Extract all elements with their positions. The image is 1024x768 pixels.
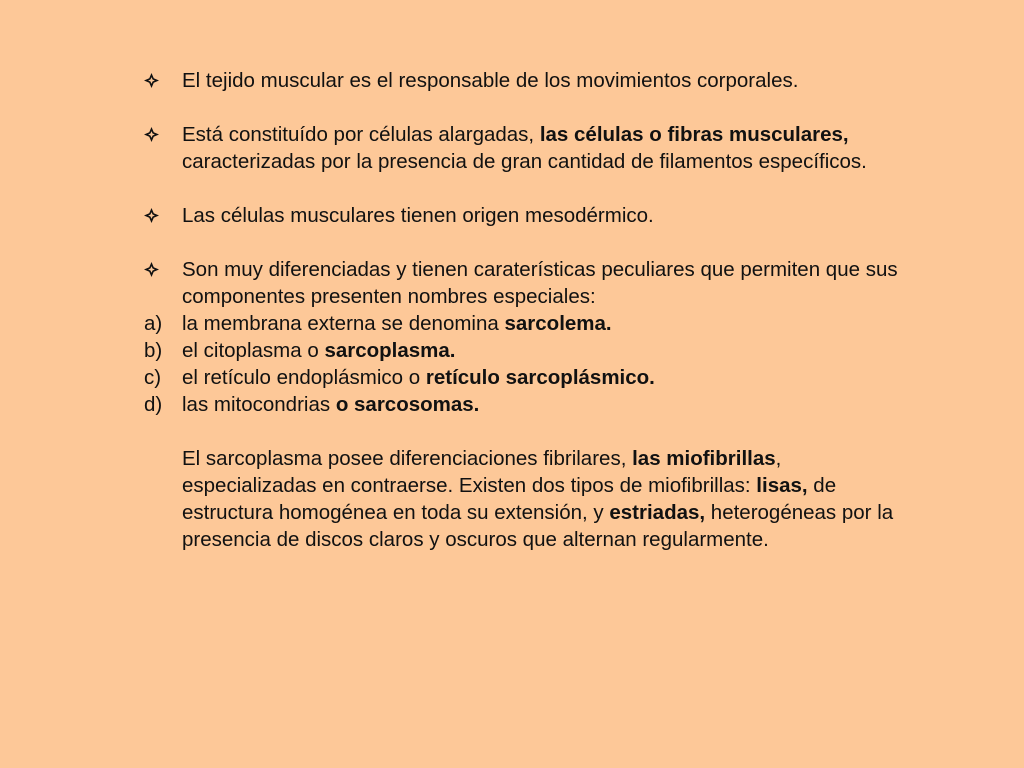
list-c-text: el retículo endoplásmico o: [182, 366, 426, 389]
spacer: [144, 418, 904, 445]
spacer: [144, 94, 904, 121]
bullet-2-text-a: Está constituído por células alargadas,: [182, 123, 540, 146]
list-marker: d): [144, 393, 163, 416]
list-b-bold-term: sarcoplasma.: [324, 339, 456, 362]
closing-bold-miofibrillas: las miofibrillas: [632, 447, 776, 470]
list-d-text: las mitocondrias: [182, 393, 336, 416]
diamond-bullet-icon: [144, 127, 159, 142]
text-body: [144, 67, 904, 553]
list-c-bold-term: retículo sarcoplásmico.: [425, 366, 655, 389]
list-a-text: la membrana externa se denomina: [182, 312, 505, 335]
list-marker: a): [144, 312, 163, 335]
list-item-a: [144, 310, 904, 337]
list-a-bold-term: sarcolema.: [504, 312, 612, 335]
diamond-bullet-icon: [144, 262, 159, 277]
closing-paragraph: [144, 445, 904, 553]
closing-text-a: El sarcoplasma posee diferenciaciones fibrilares,: [182, 447, 633, 470]
spacer: [144, 175, 904, 202]
bullet-2-text-b: caracterizadas por la presencia de gran cantidad de filamentos específicos.: [182, 150, 867, 173]
closing-text-b: , especializadas en contraerse. Existen dos tipos de miofibrillas:: [182, 447, 782, 497]
list-item-d: [144, 391, 904, 418]
bullet-item-1: [144, 67, 904, 94]
bullet-2-bold-term: las células o fibras musculares,: [539, 123, 849, 146]
closing-bold-estriadas: estriadas,: [609, 501, 706, 524]
list-item-b: [144, 337, 904, 364]
spacer: [144, 229, 904, 256]
closing-text-d: heterogéneas por la presencia de discos claros y oscuros que alternan regularmente.: [182, 501, 894, 551]
bullet-3-text: Las células musculares tienen origen mesodérmico.: [182, 204, 654, 227]
closing-bold-lisas: lisas,: [756, 474, 808, 497]
diamond-bullet-icon: [144, 73, 159, 88]
bullet-marker: [144, 121, 172, 149]
bullet-item-2: [144, 121, 904, 175]
bullet-1-text: El tejido muscular es el responsable de los movimientos corporales.: [182, 69, 799, 92]
diamond-bullet-icon: [144, 208, 159, 223]
bullet-marker: [144, 256, 172, 284]
list-marker: b): [144, 339, 163, 362]
bullet-item-4: [144, 256, 904, 310]
list-item-c: [144, 364, 904, 391]
closing-text-c: de estructura homogénea en toda su extensión, y: [182, 474, 837, 524]
bullet-item-3: [144, 202, 904, 229]
list-d-bold-term: o sarcosomas.: [335, 393, 480, 416]
list-marker: c): [144, 366, 162, 389]
list-b-text: el citoplasma o: [182, 339, 325, 362]
bullet-marker: [144, 202, 172, 230]
bullet-marker: [144, 67, 172, 95]
bullet-4-text: Son muy diferenciadas y tienen caraterísticas peculiares que permiten que sus componentes presenten nombres especiales:: [182, 258, 898, 308]
